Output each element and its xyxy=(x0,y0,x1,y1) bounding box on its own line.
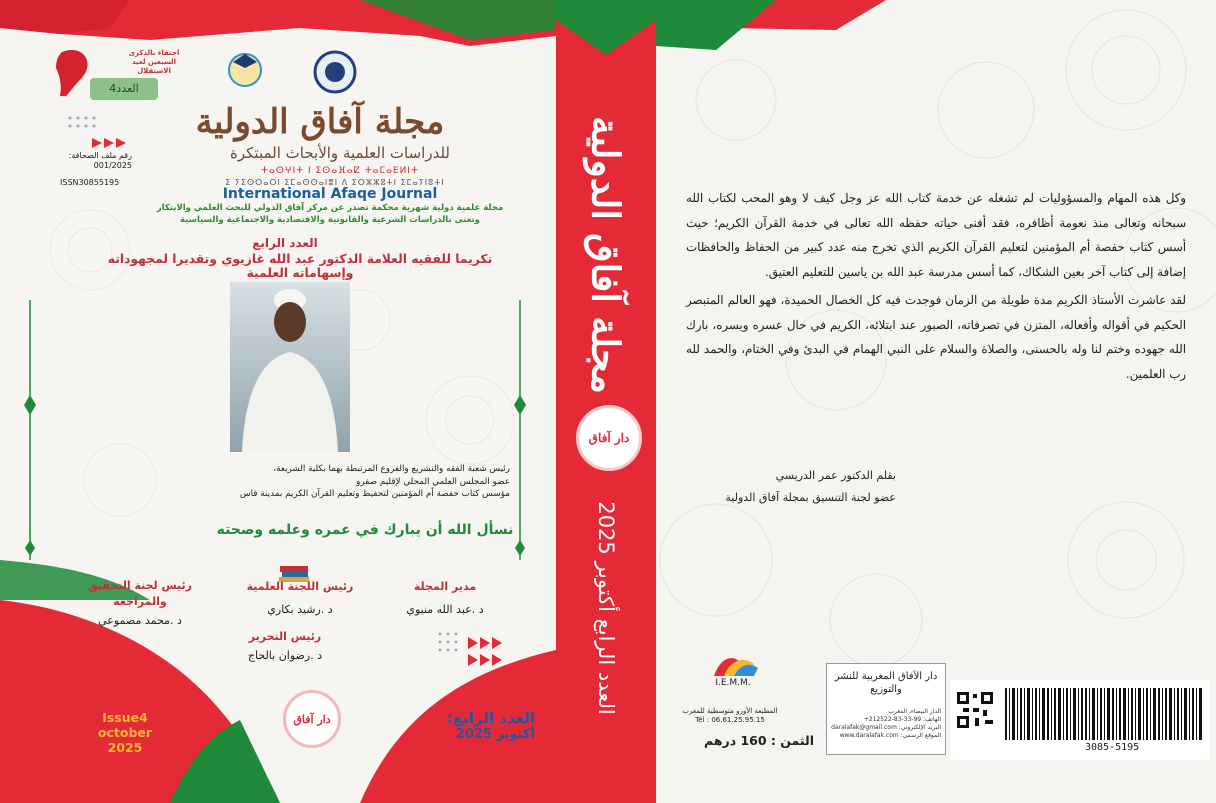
role-editor-in-chief xyxy=(235,630,335,662)
journal-description-line2: وتعنى بالدراسات الشرعية والقانونية والاقتصادية والاجتماعية والسياسية xyxy=(180,215,480,225)
issue-english xyxy=(90,710,160,755)
spine-title: مجلة آفاق الدولية xyxy=(583,116,629,394)
caption-line: رئيس شعبة الفقه والتشريع والفروع المرتبطة بهما بكلية الشريعة، xyxy=(273,464,510,474)
caption-line: عضو المجلس العلمي المحلي لإقليم صفرو xyxy=(356,476,510,487)
qr-code-icon xyxy=(955,690,995,730)
printer-name: I.E.M.M. xyxy=(715,678,751,688)
issue-badge: العدد4 xyxy=(90,78,158,100)
spine xyxy=(556,0,656,803)
issue-english-line: 2025 xyxy=(107,740,143,755)
english-title: International Afaqe Journal xyxy=(222,186,438,202)
publisher-logo xyxy=(283,690,341,748)
back-top-banner xyxy=(656,0,1216,60)
issue-english-line: Issue4 xyxy=(102,710,148,725)
back-body-text xyxy=(686,186,1186,390)
spine-logo-text: دار آفاق xyxy=(588,430,630,445)
price-label: الثمن : 160 درهم xyxy=(704,733,814,748)
issue-arabic-line2: أكتوبر 2025 xyxy=(455,727,535,742)
journal-subtitle: للدراسات العلمية والأبحاث المبتكرة xyxy=(230,144,450,162)
publisher-contact xyxy=(831,708,941,740)
role-person: د .رشيد بكاري xyxy=(267,603,333,616)
barcode-icon xyxy=(1005,688,1205,740)
publisher-contact-line: الموقع الرسمي: www.daralafak.com xyxy=(839,732,941,739)
back-paragraph: وكل هذه المهام والمسؤوليات لم تشغله عن خدمة كتاب الله عز وجل كيف لا وهو المحب لكتاب الله سبحانه وتعالى منذ نعومة أظافره، فقد أفنى حياته حفظه الله تعالى في خدمة القرآن الكريم؛ حيث أسس كتاب حفصة أم المؤمنين لتعليم القرآن الكريم الذي تخرج منه عدد كبير من الحفاظ والحافظات إضافة إلى كتاب آخر بعين الشكاك، كما أسس مدرسة عبد الله بن ياسين للتعليم العتيق. xyxy=(686,191,1186,279)
issue-heading: العدد الرابع xyxy=(252,236,318,250)
barcode-area xyxy=(950,680,1210,760)
role-person: د .محمد مصموعي xyxy=(98,614,182,627)
role-title: رئيس التحرير xyxy=(248,630,322,643)
issn-number: ISSN30855195 xyxy=(60,178,120,187)
role-title: رئيس اللجنة العلمية xyxy=(246,580,354,593)
anniversary-badge: احتفاء بالذكرى السبعين لعيد الاستقلال xyxy=(128,49,180,75)
publisher-box xyxy=(826,663,946,755)
back-paragraph: لقد عاشرت الأستاذ الكريم مدة طويلة من الزمان فوجدت فيه كل الخصال الحميدة، فهو العالم المتبصر الحكيم في أقواله وأفعاله، المتزن في تصرفاته، الصبور عند ابتلائه، الكريم في حال عسره ويسره، بارك الله جهوده وختم لنا وله بالحسنى، والصلاة والسلام على النبي الهمام في البدئ وفي الختام، والحمد لله رب العلمين. xyxy=(686,293,1186,381)
issue-arabic-line1: العدد الرابع: xyxy=(447,709,535,727)
honoree-caption xyxy=(180,463,510,501)
publisher-logo-text: دار آفاق xyxy=(293,712,331,726)
press-file-number: رقم ملف الصحافة: 001/2025 xyxy=(68,151,132,170)
caption-line: مؤسس كتاب حفصة أم المؤمنين لتحفيظ وتعليم القرآن الكريم بمدينة فاس xyxy=(239,489,510,499)
tribute-heading: تكريما للفقيه العلامة الدكتور عبد الله غازيوي وتقديرا لمجهوداته وإسهاماته العلمية xyxy=(107,252,493,280)
printer-logo-icon xyxy=(710,652,760,680)
role-person: د .رضوان بالحاج xyxy=(247,649,323,662)
journal-description-line1: مجلة علمية دولية شهرية محكمة تصدر عن مركز آفاق الدولي للبحث العلمي والابتكار xyxy=(156,203,504,213)
spine-logo xyxy=(576,405,642,471)
publisher-contact-line: البريد الإلكتروني: daralafak@gmail.com xyxy=(831,724,941,731)
tifinagh-title-line2: ⵉ ⵢⵉⵙⵔⴰⵔⵏ ⵉⵎⴰⵙⵙⴰⵏⴻⵏ ⴷ ⵉⵔⵣⵣⵓⵜⵏ ⵉⵎⴰⵢⵏⵓⵜⵏ xyxy=(225,178,445,187)
spine-issue: العدد الرابع أكتوبر 2025 xyxy=(594,501,618,715)
printer-details xyxy=(665,707,795,725)
role-title: مدير المجلة xyxy=(413,580,477,593)
issue-english-line: october xyxy=(97,725,153,740)
role-title: رئيس لجنة التحقيق والمراجعة xyxy=(87,579,193,608)
publisher-contact-line: الدار البيضاء، المغرب xyxy=(888,708,941,715)
role-person: د .عبد الله منيوي xyxy=(406,603,484,616)
journal-title: مجلة آفاق الدولية xyxy=(195,102,445,142)
role-director xyxy=(395,580,495,616)
publisher-name: دار الآفاق المغربية للنشر والتوزيع xyxy=(834,671,938,695)
role-scientific-committee xyxy=(235,580,365,616)
front-cover xyxy=(0,0,556,803)
printer-description: المطبعة الأورو متوسطية للمغرب xyxy=(682,707,778,715)
tifinagh-title-line1: ⵜⴰⵙⵖⵏⵜ ⵏ ⵉⵙⴰⴼⴰⵇ ⵜⴰⵎⴰⴹⵍⵏⵜ xyxy=(261,166,419,176)
barcode-number: 3085-5195 xyxy=(1085,742,1140,753)
signature-role: عضو لجنة التنسيق بمجلة آفاق الدولية xyxy=(725,491,896,504)
publisher-contact-line: الهاتف: 99-33-83-212522+ xyxy=(863,716,941,723)
signature-author: بقلم الدكتور عمر الدريسي xyxy=(775,469,896,482)
back-signature xyxy=(716,465,896,509)
printer-phone: Tél : 06.61.25.95.15 xyxy=(695,716,765,724)
role-review-committee xyxy=(80,578,200,627)
prayer-line: نسأل الله أن يبارك في عمره وعلمه وصحته xyxy=(216,522,514,538)
